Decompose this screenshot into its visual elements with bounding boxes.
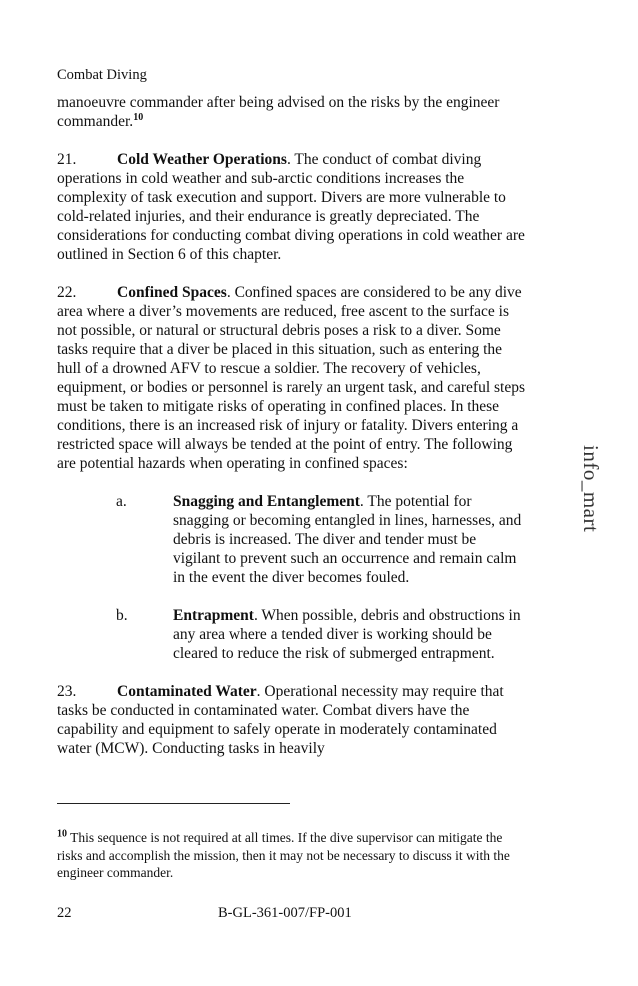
subparagraph-text: . The potential for snagging or becoming entangled in lines, harnesses, and debris is increased. The diver and tender must be vigilant to prevent such an occurrence and remain calm in the event the diver becomes fouled. xyxy=(173,493,522,586)
page-body xyxy=(57,93,527,777)
subparagraph-text: . When possible, debris and obstructions in any area where a tended diver is working should be cleared to reduce the risk of submerged entrapment. xyxy=(173,607,521,662)
paragraph-heading: Contaminated Water xyxy=(117,683,257,700)
footnote-reference[interactable]: 10 xyxy=(133,111,144,123)
subparagraph-letter: a. xyxy=(116,493,127,510)
paragraph-text: . Operational necessity may require that tasks be conducted in contaminated water. Combat divers have the capability and equipment to safely operate in moderately contaminated water (MCW). Conducting tasks in heavily xyxy=(57,683,504,757)
paragraph-number: 21. xyxy=(57,151,77,168)
subparagraph-letter: b. xyxy=(116,607,128,624)
paragraph-text: . The conduct of combat diving operations in cold weather and sub-arctic conditions increases the complexity of task execution and support. Divers are more vulnerable to cold-related injuries, and their endurance is greatly depreciated. The considerations for conducting combat diving operations in cold weather are outlined in Section 6 of this chapter. xyxy=(57,151,525,263)
paragraph-number: 23. xyxy=(57,683,77,700)
paragraph-22 xyxy=(57,283,527,473)
footnote-marker: 10 xyxy=(57,828,67,840)
continuation-paragraph xyxy=(57,93,527,131)
footnote-text: This sequence is not required at all times. If the dive supervisor can mitigate the risks and accomplish the mission, then it may not be necessary to discuss it with the engineer commander. xyxy=(57,830,510,880)
paragraph-heading: Cold Weather Operations xyxy=(117,151,287,168)
subparagraph-heading: Snagging and Entanglement xyxy=(173,493,360,510)
continuation-text: manoeuvre commander after being advised on the risks by the engineer commander. xyxy=(57,94,500,130)
footnote-separator xyxy=(57,803,290,804)
footnote xyxy=(57,829,527,882)
subparagraph-b xyxy=(57,606,527,663)
paragraph-number: 22. xyxy=(57,284,77,301)
watermark-text: info_mart xyxy=(579,445,603,533)
page-number: 22 xyxy=(57,905,72,921)
subparagraph-a xyxy=(57,492,527,587)
paragraph-23 xyxy=(57,682,527,758)
subparagraph-heading: Entrapment xyxy=(173,607,254,624)
running-header: Combat Diving xyxy=(57,67,147,83)
paragraph-heading: Confined Spaces xyxy=(117,284,227,301)
subparagraph-body xyxy=(173,606,527,663)
document-code: B-GL-361-007/FP-001 xyxy=(218,905,352,921)
paragraph-21 xyxy=(57,150,527,264)
paragraph-text: . Confined spaces are considered to be any dive area where a diver’s movements are reduced, free ascent to the surface is not possible, or natural or structural debris poses a risk to a diver. Some tasks require that a diver be placed in this situation, such as entering the hull of a drowned AFV to rescue a soldier. The recovery of vehicles, equipment, or bodies or personnel is rarely an urgent task, and careful steps must be taken to mitigate risks of operating in confined places. In these conditions, there is an increased risk of injury or fatality. Divers entering a restricted space will always be tended at the point of entry. The following are potential hazards when operating in confined spaces: xyxy=(57,284,526,472)
subparagraph-body xyxy=(173,492,527,587)
